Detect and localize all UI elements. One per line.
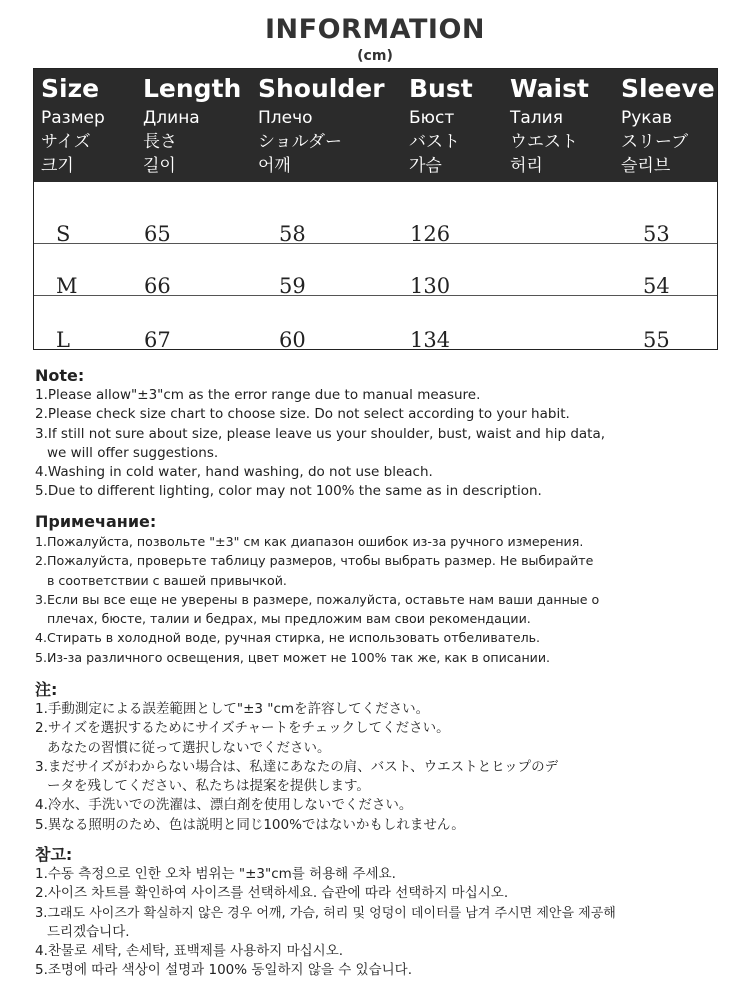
header-label-ru: Размер <box>41 108 105 128</box>
cell-shoulder: 58 <box>279 222 306 246</box>
note-line: 5.Из-за различного освещения, цвет может не 100% так же, как в описании. <box>35 649 551 665</box>
note-line: 2.사이즈 차트를 확인하여 사이즈를 선택하세요. 습관에 따라 선택하지 마십시오. <box>35 885 509 902</box>
header-length <box>143 72 241 178</box>
cell-sleeve: 53 <box>643 222 670 246</box>
header-label-en: Shoulder <box>258 74 385 103</box>
note-line: 5.Due to different lighting, color may not 100% the same as in description. <box>35 483 542 500</box>
note-line: 4.冷水、手洗いでの洗濯は、漂白剤を使用しないでください。 <box>35 797 413 814</box>
header-label-en: Bust <box>409 74 473 103</box>
table-header <box>34 69 717 182</box>
note-line: 드리겠습니다. <box>47 923 130 940</box>
cell-sleeve: 54 <box>643 274 670 298</box>
note-line: 2.サイズを選択するためにサイズチャートをチェックしてください。 <box>35 720 450 737</box>
note-line: в соответствии с вашей привычкой. <box>47 572 287 588</box>
note-line: 4.Washing in cold water, hand washing, do not use bleach. <box>35 464 433 481</box>
note-line: 3.If still not sure about size, please leave us your shoulder, bust, waist and hip data, <box>35 425 606 442</box>
cell-bust: 130 <box>410 274 451 298</box>
note-line: 5.異なる照明のため、色は説明と同じ100%ではないかもしれません。 <box>35 816 465 833</box>
table-row-s <box>34 207 717 263</box>
notes-heading: 注: <box>35 680 58 699</box>
note-line: 1.수동 측정으로 인한 오차 범위는 "±3"cm를 허용해 주세요. <box>35 866 396 882</box>
header-label-ja: 長さ <box>143 132 177 152</box>
header-bust <box>409 72 473 178</box>
header-label-ja: サイズ <box>41 132 91 152</box>
notes-korean <box>35 845 735 981</box>
header-label-ko: 가슴 <box>409 156 442 176</box>
row-divider <box>34 295 717 296</box>
header-label-ru: Талия <box>510 108 563 128</box>
header-shoulder <box>258 72 385 178</box>
header-label-ru: Плечо <box>258 108 313 128</box>
cell-length: 66 <box>144 274 171 298</box>
note-line: 4.Стирать в холодной воде, ручная стирка, не использовать отбеливатель. <box>35 630 541 646</box>
header-label-ko: 슬리브 <box>621 156 671 176</box>
header-sleeve <box>621 72 715 178</box>
note-line: 1.手動測定による誤差範囲として"±3 "cmを許容してください。 <box>35 701 430 717</box>
notes-english <box>35 366 735 502</box>
cell-bust: 126 <box>410 222 451 246</box>
note-line: 3.Если вы все еще не уверены в размере, пожалуйста, оставьте нам ваши данные о <box>35 591 600 607</box>
notes-japanese <box>35 680 735 835</box>
notes-heading: 참고: <box>35 845 73 864</box>
cell-shoulder: 60 <box>279 328 306 352</box>
notes-heading: Note: <box>35 366 85 385</box>
header-label-ja: ショルダー <box>258 132 342 152</box>
header-label-ko: 길이 <box>143 156 176 176</box>
header-label-en: Waist <box>510 74 589 103</box>
note-line: 4.찬물로 세탁, 손세탁, 표백제를 사용하지 마십시오. <box>35 943 344 960</box>
header-label-ru: Рукав <box>621 108 673 128</box>
table-row-l <box>34 313 717 369</box>
cell-shoulder: 59 <box>279 274 306 298</box>
note-line: 2.Пожалуйста, проверьте таблицу размеров, чтобы выбрать размер. Не выбирайте <box>35 553 594 569</box>
header-label-ko: 어깨 <box>258 156 291 176</box>
header-label-ru: Бюст <box>409 108 455 128</box>
note-line: 2.Please check size chart to choose size. Do not select according to your habit. <box>35 406 570 423</box>
note-line: we will offer suggestions. <box>47 444 219 461</box>
note-line: 3.그래도 사이즈가 확실하지 않은 경우 어깨, 가슴, 허리 및 엉덩이 데이터를 남겨 주시면 제안을 제공해 <box>35 905 616 921</box>
note-line: 1.Пожалуйста, позвольте "±3" см как диапазон ошибок из-за ручного измерения. <box>35 534 584 549</box>
header-label-ja: スリーブ <box>621 132 689 152</box>
header-label-ko: 허리 <box>510 156 543 176</box>
cell-size: M <box>56 274 78 298</box>
note-line: 3.まだサイズがわからない場合は、私達にあなたの肩、バスト、ウエストとヒップのデ <box>35 758 559 775</box>
header-label-ru: Длина <box>143 108 200 128</box>
cell-length: 65 <box>144 222 171 246</box>
notes-heading: Примечание: <box>35 512 157 531</box>
note-line: ータを残してください、私たちは提案を提供します。 <box>47 778 370 795</box>
header-label-en: Size <box>41 74 100 103</box>
cell-size: S <box>56 222 71 246</box>
cell-length: 67 <box>144 328 171 352</box>
note-line: あなたの習慣に従って選択しないでください。 <box>47 739 331 756</box>
header-label-en: Sleeve <box>621 74 715 103</box>
header-label-en: Length <box>143 74 242 103</box>
row-divider <box>34 243 717 244</box>
header-waist <box>510 72 589 178</box>
size-chart-table <box>33 68 718 350</box>
unit-label: (cm) <box>357 48 393 64</box>
header-label-ja: バスト <box>409 132 460 152</box>
page-title: INFORMATION <box>264 14 485 45</box>
cell-bust: 134 <box>410 328 451 352</box>
table-row-m <box>34 259 717 315</box>
note-line: 5.조명에 따라 색상이 설명과 100% 동일하지 않을 수 있습니다. <box>35 962 412 979</box>
header-label-ko: 크기 <box>41 156 74 176</box>
cell-size: L <box>56 328 70 352</box>
note-line: плечах, бюсте, талии и бедрах, мы предложим вам свои рекомендации. <box>47 611 531 627</box>
header-label-ja: ウエスト <box>510 132 578 152</box>
header-size <box>41 72 105 178</box>
note-line: 1.Please allow"±3"cm as the error range due to manual measure. <box>35 387 481 403</box>
cell-sleeve: 55 <box>643 328 670 352</box>
notes-russian <box>35 512 735 667</box>
